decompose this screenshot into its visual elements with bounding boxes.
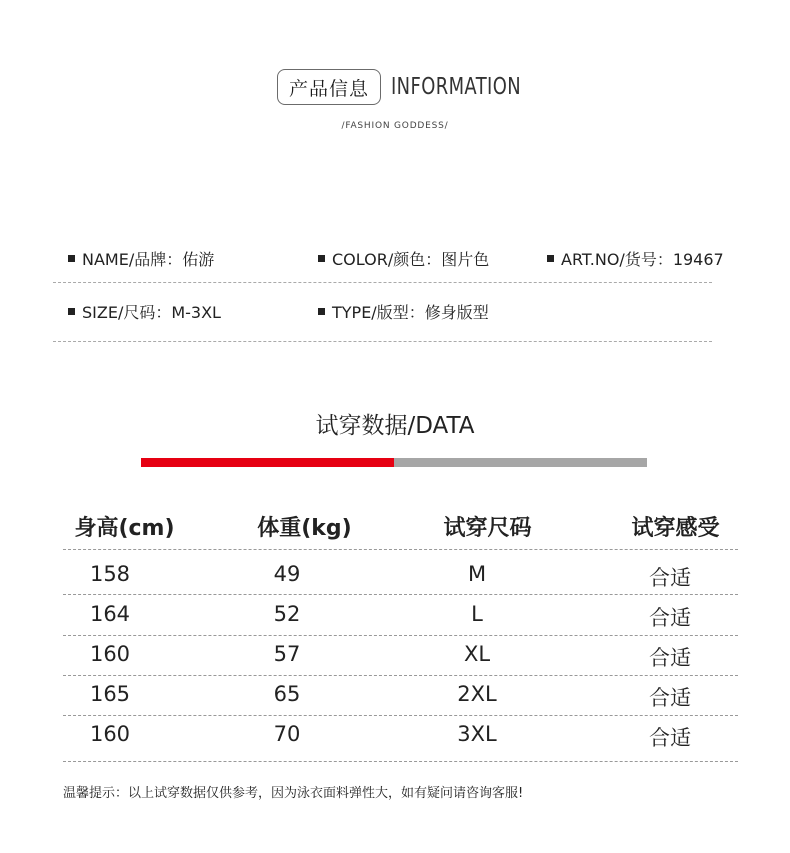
table-header-size: 试穿尺码	[443, 516, 532, 541]
cell-size: XL	[463, 642, 491, 666]
attr-color	[318, 247, 489, 270]
cell-feel: 合适	[649, 726, 691, 750]
cell-feel: 合适	[649, 606, 691, 630]
attr-art-no	[547, 247, 724, 270]
row-divider	[63, 549, 738, 550]
cell-feel: 合适	[649, 566, 691, 590]
attr-size-text: SIZE/尺码：M-3XL	[82, 303, 221, 322]
cell-weight: 49	[273, 562, 301, 586]
divider	[53, 341, 712, 342]
attr-color-text: COLOR/颜色：图片色	[332, 250, 490, 269]
table-header-weight: 体重(kg)	[257, 516, 352, 541]
cell-height: 160	[89, 642, 131, 666]
bullet-square-icon	[318, 308, 325, 315]
cell-height: 164	[89, 602, 131, 626]
cell-weight: 52	[273, 602, 301, 626]
attr-art-no-text: ART.NO/货号：19467	[561, 250, 724, 269]
cell-height: 165	[89, 682, 131, 706]
attr-size	[68, 300, 221, 323]
attr-name	[68, 247, 214, 270]
cell-weight: 65	[273, 682, 301, 706]
cell-size: M	[467, 562, 487, 586]
cell-height: 158	[89, 562, 131, 586]
bullet-square-icon	[68, 255, 75, 262]
cell-size: L	[471, 602, 483, 626]
cell-weight: 70	[273, 722, 301, 746]
row-divider	[63, 635, 738, 636]
table-header-feel: 试穿感受	[631, 516, 720, 541]
subtitle: /FASHION GODDESS/	[341, 121, 449, 131]
bullet-square-icon	[68, 308, 75, 315]
info-title-en: INFORMATION	[391, 74, 522, 100]
info-title-box	[277, 69, 381, 105]
table-header-height: 身高(cm)	[74, 516, 175, 541]
cell-weight: 57	[273, 642, 301, 666]
size-note: 温馨提示：以上试穿数据仅供参考，因为泳衣面料弹性大，如有疑问请咨询客服!	[63, 786, 524, 801]
accent-bar-red	[141, 458, 394, 467]
row-divider	[63, 715, 738, 716]
row-divider	[63, 761, 738, 762]
attr-type	[318, 300, 489, 323]
row-divider	[63, 675, 738, 676]
cell-height: 160	[89, 722, 131, 746]
cell-size: 2XL	[457, 682, 497, 706]
cell-feel: 合适	[649, 646, 691, 670]
accent-bar-grey	[394, 458, 647, 467]
attr-name-text: NAME/品牌：佑游	[82, 250, 215, 269]
data-section-title: 试穿数据/DATA	[315, 413, 475, 439]
bullet-square-icon	[318, 255, 325, 262]
cell-size: 3XL	[457, 722, 497, 746]
divider	[53, 282, 712, 283]
cell-feel: 合适	[649, 686, 691, 710]
attr-type-text: TYPE/版型：修身版型	[332, 303, 489, 322]
row-divider	[63, 594, 738, 595]
info-title-cn: 产品信息	[288, 77, 369, 100]
bullet-square-icon	[547, 255, 554, 262]
